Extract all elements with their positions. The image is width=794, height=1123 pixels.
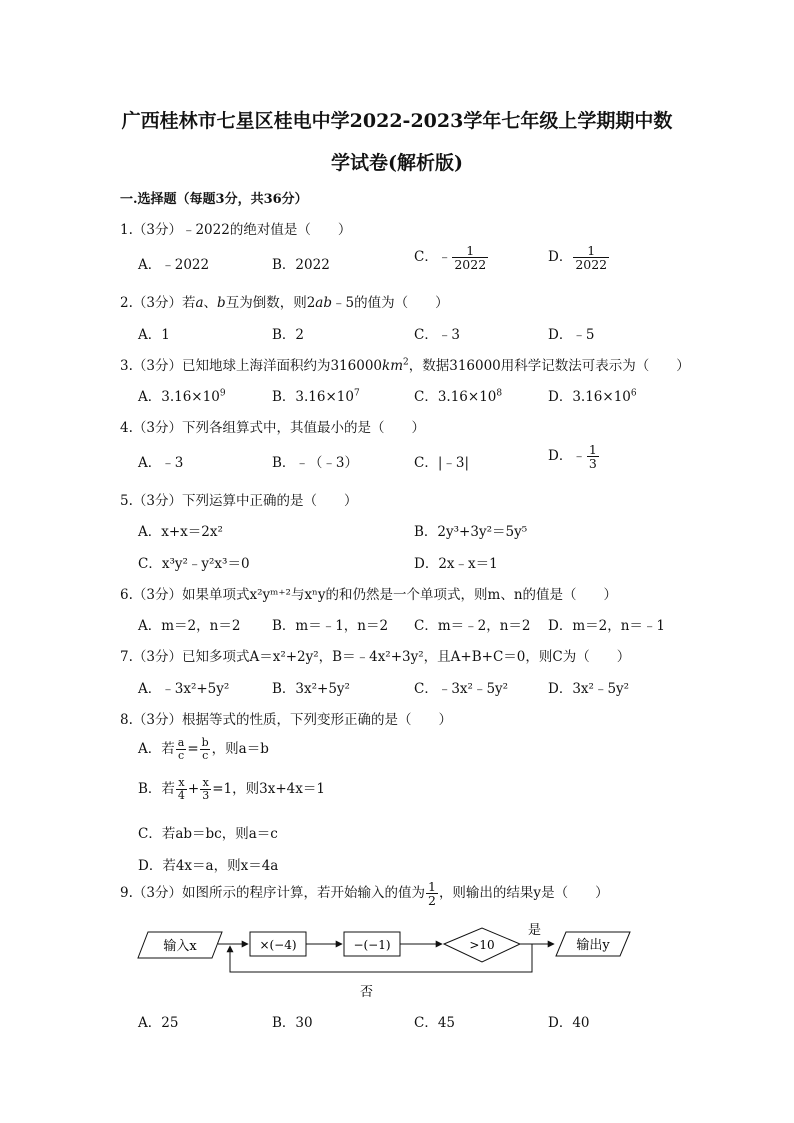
fraction: [587, 443, 599, 470]
question-7-option-d: D．3x²﹣5y²: [548, 681, 630, 697]
question-6-stem: 6.（3分）如果单项式x²yᵐ⁺²与xⁿy的和仍然是一个单项式，则m、n的值是（ ）: [120, 587, 618, 603]
question-1-option-b: B．2022: [272, 257, 330, 273]
question-3-stem: 3.（3分）已知地球上海洋面积约为$316000km^2$，数据316000用科学记数法可表示为（ ）: [120, 357, 690, 374]
question-8-option-a: A．若 $\frac{a}{c}$ = $\frac{b}{c}$ ，则a＝b: [138, 736, 269, 762]
program-flowchart: [130, 922, 650, 1002]
option-label: C．﹣: [414, 249, 452, 266]
question-4-option-b: B．﹣（﹣3）: [272, 455, 359, 471]
denominator: 2022: [575, 257, 608, 273]
question-5-option-a: A．x+x＝2x²: [138, 524, 223, 540]
numerator: 1: [587, 243, 596, 258]
question-9-option-d: D．40: [548, 1015, 590, 1031]
question-5-option-c: C．x³y²﹣y²x³＝0: [138, 556, 250, 572]
question-9-stem: 9.（3分）如图所示的程序计算，若开始输入的值为 $\frac{1}{2}$ ，则输出的结果y是（ ）: [120, 879, 609, 909]
page-title-line-2: 学试卷(解析版): [331, 152, 463, 174]
flow-input-label: 输入x: [163, 939, 197, 954]
question-5-stem: 5.（3分）下列运算中正确的是（ ）: [120, 493, 358, 509]
question-9-option-b: B．30: [272, 1015, 313, 1031]
question-4-stem: 4.（3分）下列各组算式中，其值最小的是（ ）: [120, 420, 425, 436]
question-8-stem: 8.（3分）根据等式的性质，下列变形正确的是（ ）: [120, 712, 452, 728]
question-6-option-d: D．m＝2，n＝﹣1: [548, 618, 665, 634]
flow-yes-label: 是: [528, 923, 542, 938]
question-4-option-c: C．|﹣3|: [414, 455, 470, 471]
option-label: D．﹣: [548, 448, 586, 465]
section-heading: 一.选择题（每题3分，共36分）: [120, 192, 308, 207]
question-6-option-a: A．m＝2，n＝2: [138, 618, 241, 634]
fraction: $\frac{a}{c}$: [177, 736, 185, 762]
fraction: $\frac{b}{c}$: [201, 736, 209, 762]
question-3-option-c: C．$3.16\times 10^8$: [414, 388, 503, 405]
question-5-option-d: D．2x﹣x＝1: [414, 556, 498, 572]
question-8-option-c: C．若ab＝bc，则a＝c: [138, 826, 278, 842]
question-6-option-b: B．m＝﹣1，n＝2: [272, 618, 389, 634]
question-4-option-d: [548, 443, 600, 470]
fraction: $\frac{x}{4}$: [177, 776, 185, 802]
denominator: 2022: [454, 257, 487, 273]
fraction: $\frac{1}{2}$: [427, 879, 436, 909]
question-2-stem: 2.（3分）若a、b互为倒数，则2ab﹣5的值为（ ）: [120, 295, 449, 311]
question-1-stem: 1.（3分）﹣2022的绝对值是（ ）: [120, 222, 352, 238]
question-3-option-b: B．$3.16\times 10^7$: [272, 388, 360, 405]
question-9-option-c: C．45: [414, 1015, 456, 1031]
fraction: $\frac{x}{3}$: [202, 776, 210, 802]
numerator: 1: [588, 442, 597, 457]
question-7-stem: 7.（3分）已知多项式A＝x²+2y²，B＝﹣4x²+3y²，且A+B+C＝0，则C为（ ）: [120, 649, 631, 665]
flow-step-2-label: −(−1): [353, 938, 391, 952]
question-9-option-a: A．25: [138, 1015, 179, 1031]
flow-step-1-label: ×(−4): [259, 938, 297, 952]
question-6-option-c: C．m＝﹣2，n＝2: [414, 618, 531, 634]
question-1-option-c: [414, 244, 489, 271]
question-2-option-d: D．﹣5: [548, 327, 595, 343]
question-1-option-d: [548, 244, 610, 271]
fraction: [452, 244, 488, 271]
question-1-option-a: A．﹣2022: [138, 257, 210, 273]
flow-no-label: 否: [360, 985, 374, 1000]
page-title-line-1: 广西桂林市七星区桂电中学2022-2023学年七年级上学期期中数: [121, 110, 673, 132]
question-8-option-b: B．若 $\frac{x}{4}$ + $\frac{x}{3}$ =1，则3x+4x＝1: [138, 776, 325, 802]
question-5-option-b: B．2y³+3y²＝5y⁵: [414, 524, 528, 540]
option-label: D．: [548, 249, 573, 266]
numerator: 1: [466, 243, 475, 258]
flow-condition-label: >10: [469, 938, 495, 952]
question-8-option-d: D．若4x＝a，则x＝4a: [138, 858, 279, 874]
denominator: 3: [588, 456, 597, 472]
question-2-option-b: B．2: [272, 327, 305, 343]
flow-output-label: 输出y: [576, 938, 610, 953]
question-3-option-a: A．$3.16\times 10^9$: [138, 388, 226, 405]
question-4-option-a: A．﹣3: [138, 455, 184, 471]
question-3-option-d: D．$3.16\times 10^6$: [548, 388, 637, 405]
question-7-option-b: B．3x²+5y²: [272, 681, 350, 697]
question-7-option-a: A．﹣3x²+5y²: [138, 681, 230, 697]
question-2-option-a: A．1: [138, 327, 170, 343]
question-2-option-c: C．﹣3: [414, 327, 460, 343]
question-7-option-c: C．﹣3x²﹣5y²: [414, 681, 509, 697]
fraction: [573, 244, 609, 271]
